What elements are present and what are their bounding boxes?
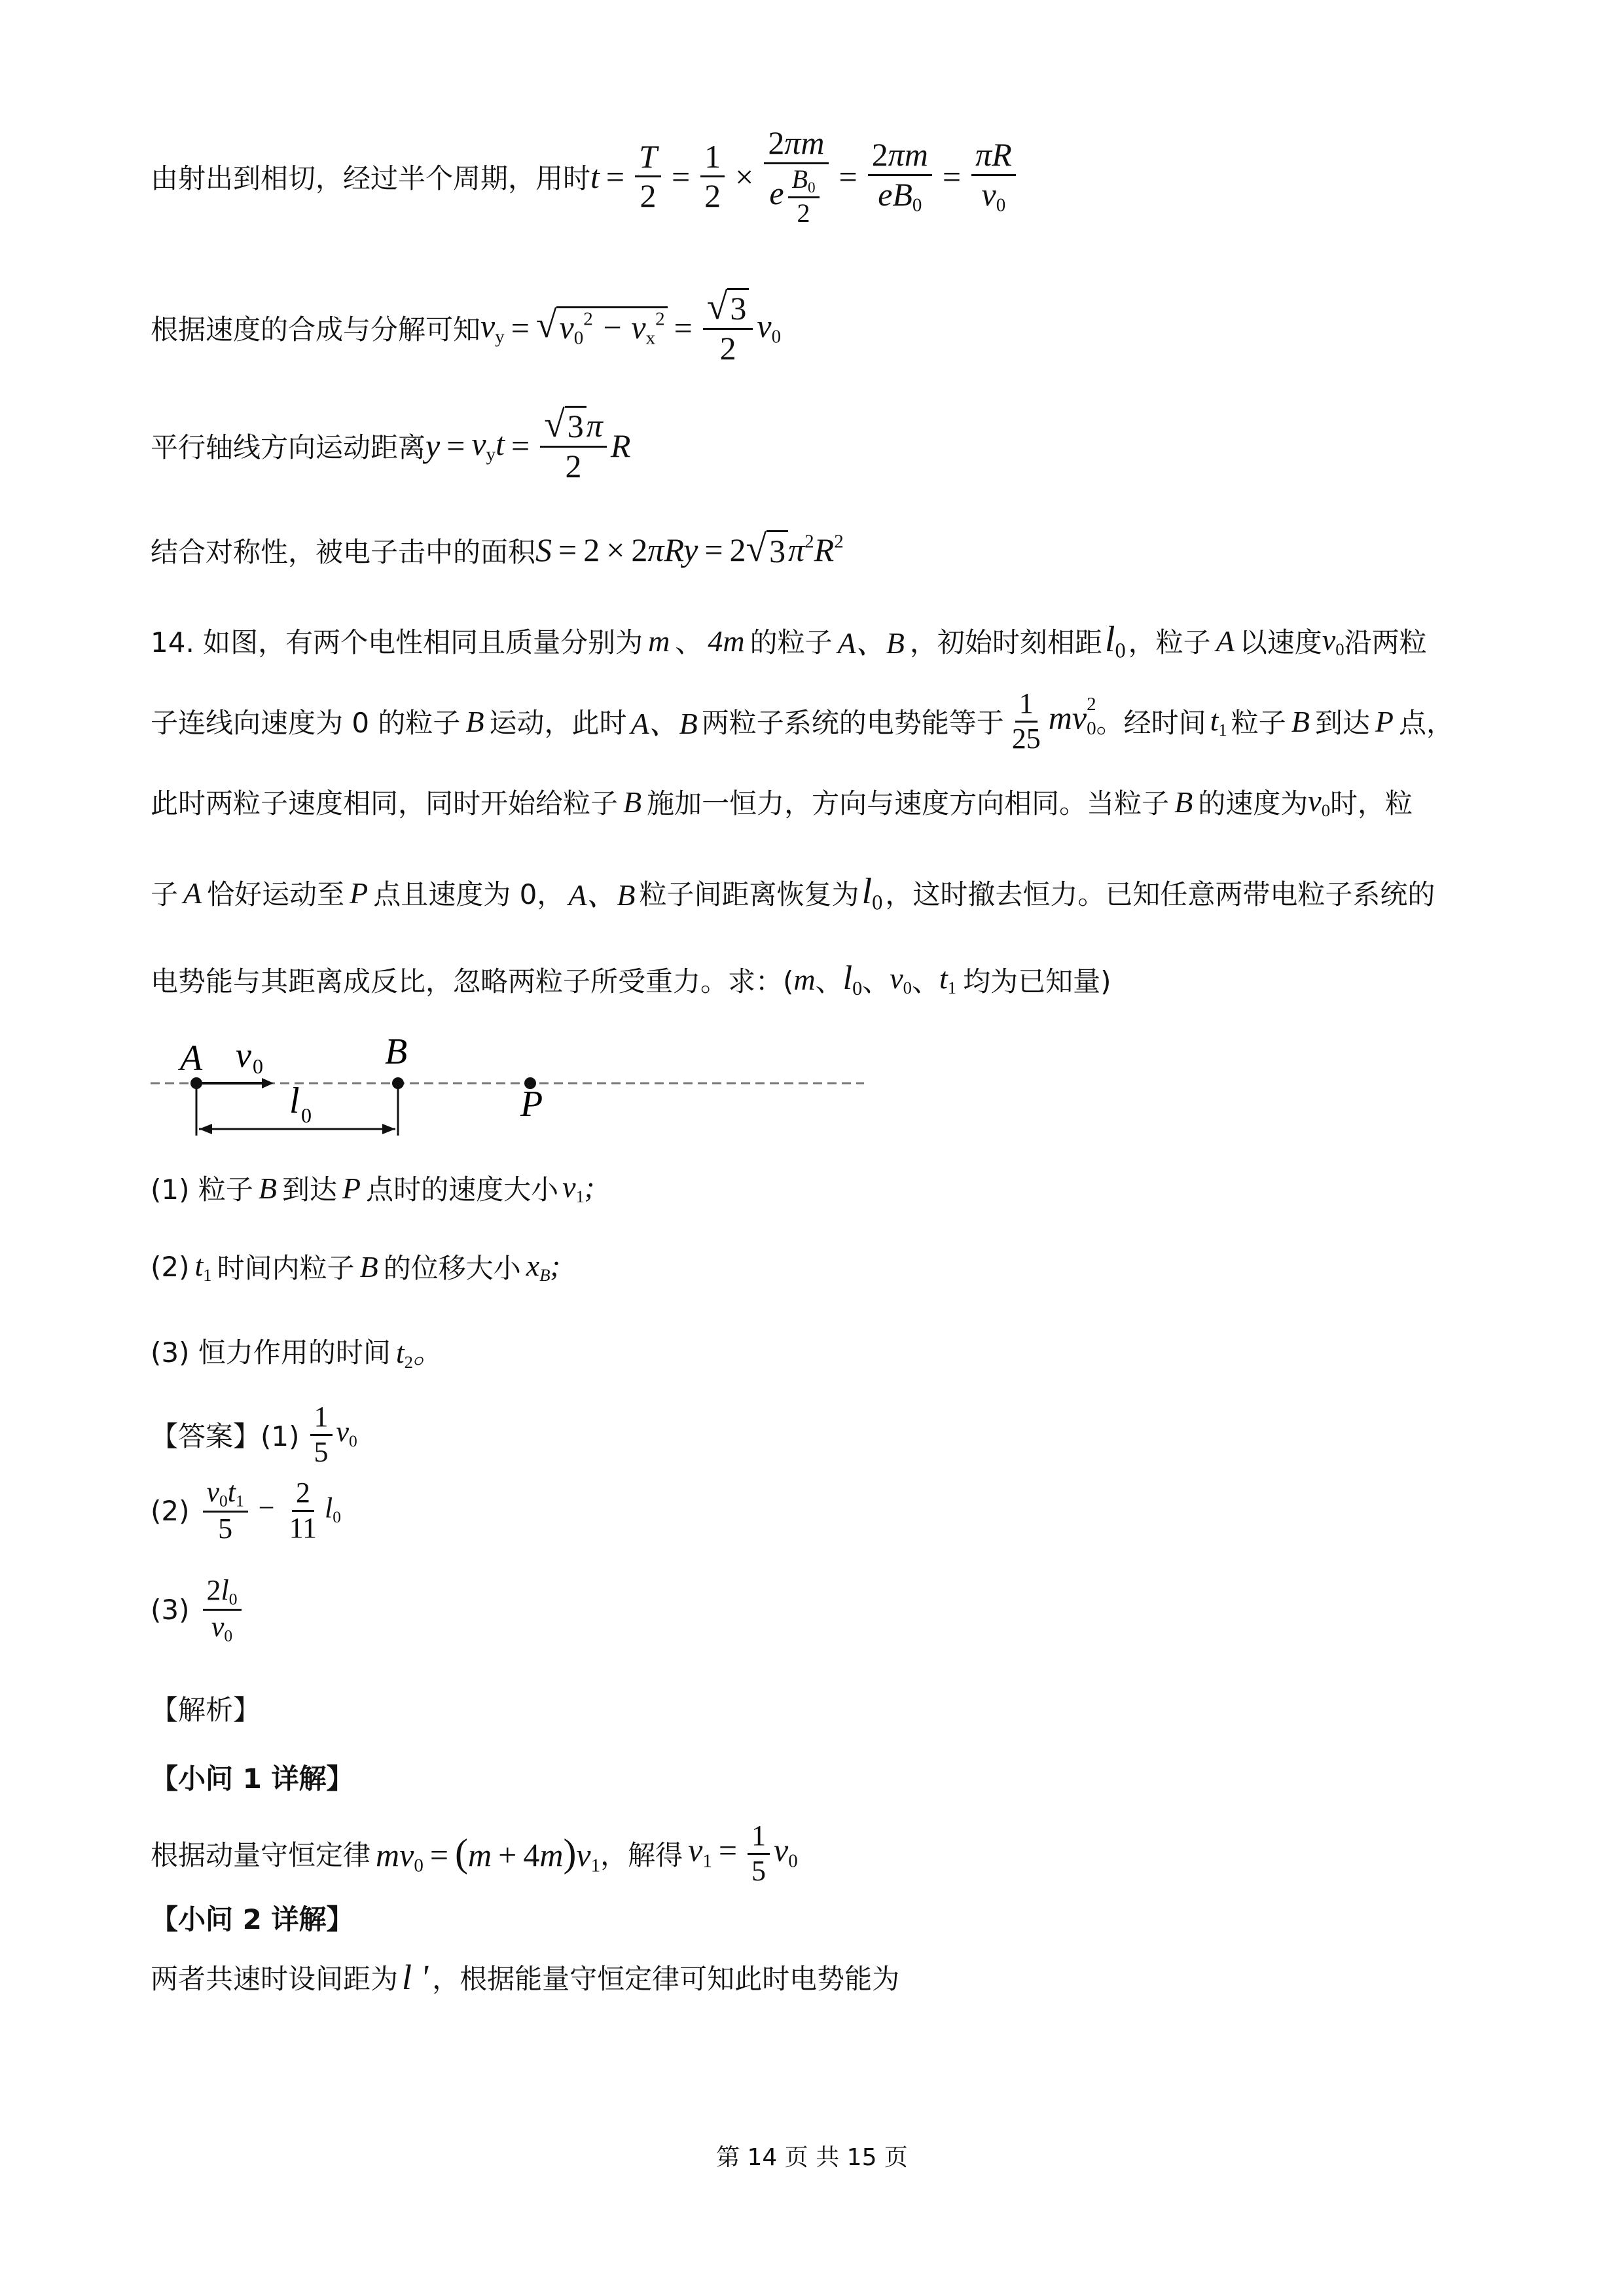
sym-m: m: [648, 624, 670, 658]
text: 均为已知量): [963, 965, 1111, 997]
answer-2: [151, 1476, 341, 1546]
sym-l0: $l_0$: [1104, 619, 1126, 663]
text: 沿两粒: [1344, 626, 1427, 659]
sym-B: B: [1291, 704, 1310, 738]
sym-ab: A、B: [837, 626, 905, 660]
line-1: [151, 124, 1020, 228]
formula-ans2: $\frac{v_0t_1}{5}$ − $\frac{2}{11}$ $l_0$: [199, 1476, 342, 1546]
text: 到达: [281, 1174, 337, 1206]
detail-1-heading: [151, 1757, 353, 1797]
sym-B: B: [359, 1249, 378, 1283]
text: 点时的速度大小: [366, 1174, 559, 1206]
dim-arrow-left: [199, 1124, 212, 1134]
text: 的速度为: [1198, 787, 1308, 819]
label-p: P: [520, 1084, 543, 1124]
sym-l0: $l_0$: [842, 960, 863, 1000]
text: 粒子: [1231, 707, 1286, 740]
line-2: [151, 288, 781, 367]
sym-P: P: [1375, 704, 1394, 738]
sym-B: B: [465, 704, 484, 738]
answer-3: [151, 1574, 245, 1645]
formula-energy: $\frac{1}{25}$ mv $_{2 0}$: [1011, 687, 1096, 755]
sym-t1: $t_1$: [1210, 703, 1227, 740]
sub-question-3: [151, 1329, 443, 1372]
text: 粒子间距离恢复为: [639, 878, 859, 911]
page-footer: 第 14 页 共 15 页: [716, 2144, 908, 2171]
text: 恰好运动至: [207, 878, 345, 911]
text: 点且速度为 0，: [373, 878, 565, 911]
text: 。经时间: [1096, 707, 1206, 740]
detail-2-heading: [151, 1898, 353, 1937]
sep: 、: [862, 965, 890, 997]
text: 施加一恒力，方向与速度方向相同。当粒子: [647, 787, 1170, 819]
sub-question-2: [151, 1247, 560, 1286]
sym-P: P: [342, 1171, 361, 1205]
label-l0-sub: 0: [301, 1103, 312, 1127]
text: 运动，此时: [489, 707, 627, 740]
text: 【小问 2 详解】: [151, 1903, 354, 1935]
dim-arrow-right: [382, 1124, 395, 1134]
line-3: [151, 406, 630, 485]
formula-ans3: $\frac{2l_0}{v_0}$: [199, 1574, 245, 1645]
sym-l0: $l_0$: [861, 871, 883, 915]
line-4: [151, 530, 844, 570]
sym-4m: 4m: [708, 624, 745, 658]
sub-question-1: [151, 1168, 594, 1208]
sep: 、: [911, 965, 939, 997]
text: 的位移大小: [383, 1252, 521, 1284]
text: 时，粒: [1330, 787, 1413, 819]
sym-ab: A、B: [568, 878, 636, 912]
velocity-arrowhead: [262, 1078, 274, 1088]
label-v0-sub: 0: [253, 1054, 263, 1078]
sym-t1: $t_1$: [939, 961, 957, 998]
answer-1: [151, 1401, 357, 1469]
text: 的粒子: [749, 626, 833, 659]
sym-B: B: [258, 1171, 277, 1205]
text: 根据动量守恒定律: [151, 1839, 371, 1872]
q14-line-3: [151, 782, 1413, 821]
text: 此时两粒子速度相同，同时开始给粒子: [151, 787, 619, 819]
text: 点，: [1398, 707, 1454, 740]
formula-vy: $v_y$ = √ $v_0^2 - v_x^2$ = √ 3 2 $v_0$: [480, 286, 782, 367]
q14-line-4: [151, 870, 1435, 916]
text: 14. 如图，有两个电性相同且质量分别为: [151, 626, 643, 659]
text: 以速度: [1239, 626, 1322, 659]
sym-m: m: [793, 963, 816, 997]
text: 平行轴线方向运动距离: [151, 431, 426, 463]
text: 由射出到相切，经过半个周期，用时: [151, 162, 591, 194]
formula-area: S = 2 × 2πRy = 2 √ 3 $\pi^2R^2$: [535, 528, 844, 569]
sym-ab: A、B: [630, 707, 698, 741]
sym-t1: $t_1$: [194, 1248, 212, 1285]
text: (1) 粒子: [151, 1174, 253, 1206]
sym-xb: $x_B$;: [526, 1248, 560, 1285]
analysis-heading: [151, 1689, 261, 1728]
sym-B: B: [1174, 785, 1193, 819]
text: 根据速度的合成与分解可知: [151, 313, 481, 346]
sym-v1: $v_1$;: [562, 1170, 595, 1206]
text: 时间内粒子: [217, 1252, 355, 1284]
text: (2): [151, 1494, 190, 1527]
text: ，这时撤去恒力。已知任意两带电粒子系统的: [885, 878, 1435, 911]
text: 【解析】: [151, 1694, 261, 1726]
sym-v0: $v_0$: [1322, 622, 1344, 659]
sym-lprime: l ': [402, 1958, 429, 1997]
text: 、: [675, 626, 703, 659]
sym-P: P: [350, 876, 369, 910]
q14-line-1: [151, 619, 1427, 664]
sym-A: A: [1216, 624, 1235, 658]
sym-v0: $v_0$: [890, 961, 912, 998]
formula-ans1: $\frac{1}{5}$ $v_0$: [306, 1401, 357, 1469]
q14-line-2: [151, 687, 1454, 755]
text: 电势能与其距离成反比，忽略两粒子所受重力。求：(: [151, 965, 794, 997]
q14-line-5: [151, 959, 1111, 1000]
text: (2): [151, 1250, 190, 1283]
label-v0: v: [236, 1035, 251, 1075]
text: 子连线向速度为 0 的粒子: [151, 707, 461, 740]
text: 结合对称性，被电子击中的面积: [151, 535, 536, 568]
label-b: B: [385, 1031, 408, 1072]
text: (3): [151, 1593, 190, 1626]
text: ，解得: [600, 1839, 683, 1872]
formula-momentum: $mv_0 = (m + 4m)v_1$: [376, 1831, 601, 1876]
formula-y: y = $v_yt$ = √ 3 π 2 R: [425, 404, 631, 484]
sep: 、: [815, 965, 843, 997]
label-a: A: [180, 1038, 203, 1079]
particle-diagram: [144, 1024, 877, 1142]
last-line: [151, 1957, 899, 1998]
sym-A: A: [183, 876, 202, 910]
text: 【小问 1 详解】: [151, 1763, 354, 1795]
text: 两者共速时设间距为: [151, 1963, 399, 1995]
sym-B: B: [623, 785, 642, 819]
formula-time: t = $\frac{T}{2}$ = $\frac{1}{2}$ × 2πm e $\frac{B_0}{2}$ = $\frac{2\pi m}{eB_0}$ = $\frac{\pi R}{v_0}$: [590, 124, 1020, 228]
text: (3) 恒力作用的时间: [151, 1336, 391, 1369]
text: ，根据能量守恒定律可知此时电势能为: [432, 1963, 900, 1995]
momentum-line: [151, 1820, 798, 1888]
label-l0: l: [289, 1081, 300, 1121]
text: ，初始时刻相距: [909, 626, 1102, 659]
answer-label: 【答案】(1): [151, 1420, 300, 1453]
text: 到达: [1314, 707, 1370, 740]
sym-v0: $v_0$: [1308, 783, 1331, 820]
sym-t2: $t_2$。: [395, 1336, 443, 1372]
formula-v1: $v_1$ = $\frac{1}{5}$ $v_0$: [688, 1820, 798, 1887]
text: 两粒子系统的电势能等于: [701, 707, 1004, 740]
text: ，粒子: [1128, 626, 1211, 659]
text: 子: [151, 878, 179, 911]
